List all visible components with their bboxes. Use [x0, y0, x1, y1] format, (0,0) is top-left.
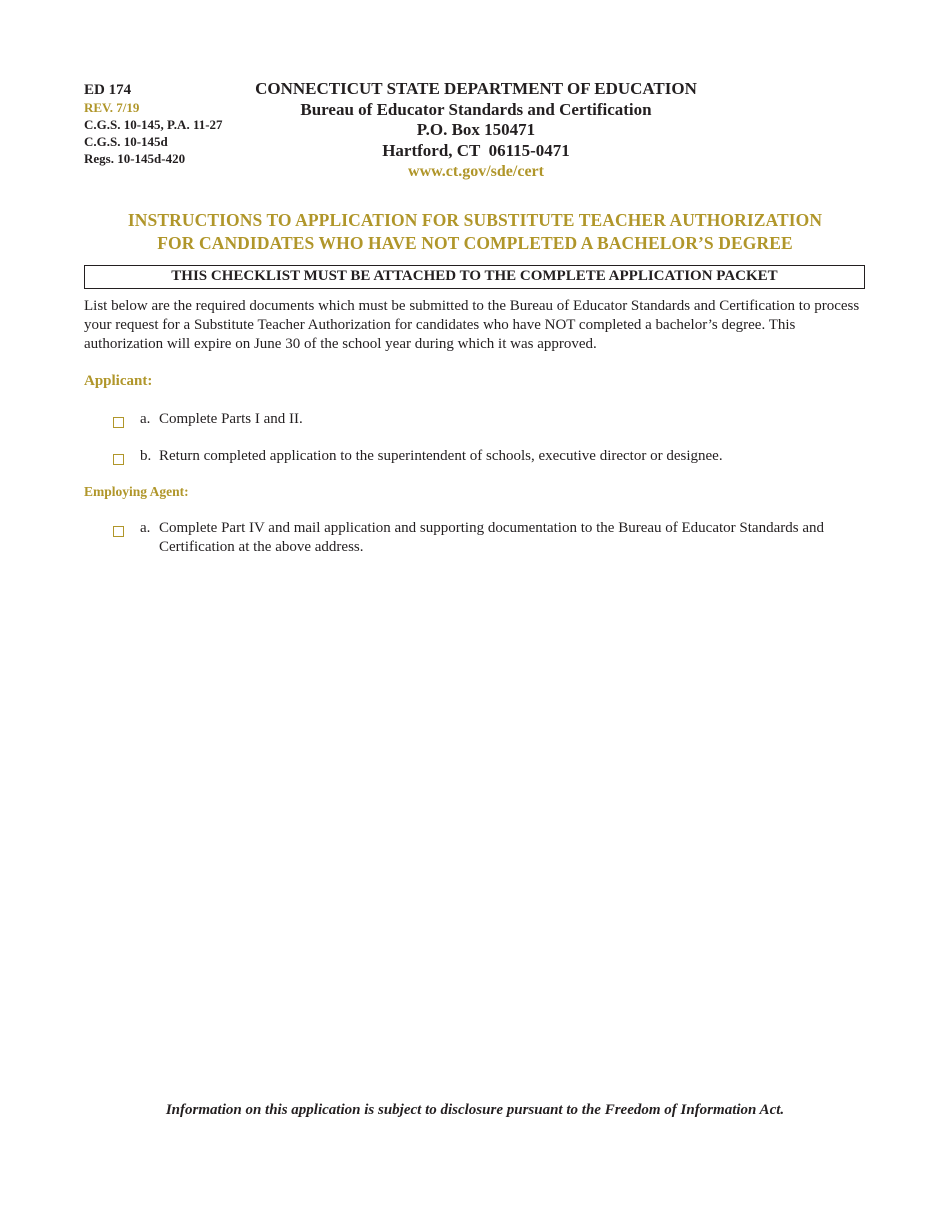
statute-citation: C.G.S. 10-145d: [84, 134, 168, 149]
form-revision: REV. 7/19: [84, 100, 140, 115]
item-marker: a.: [140, 411, 151, 427]
bureau-name: Bureau of Educator Standards and Certification: [300, 99, 652, 119]
item-text: Return completed application to the superintendent of schools, executive director or designee.: [159, 448, 723, 464]
title-line: FOR CANDIDATES WHO HAVE NOT COMPLETED A BACHELOR’S DEGREE: [157, 233, 793, 253]
agency-header: [200, 79, 752, 183]
applicant-heading: Applicant:: [84, 373, 153, 389]
item-marker: a.: [140, 520, 151, 536]
po-box: P.O. Box 150471: [416, 120, 536, 140]
checklist-banner: THIS CHECKLIST MUST BE ATTACHED TO THE COMPLETE APPLICATION PACKET: [84, 265, 865, 289]
intro-paragraph: List below are the required documents which must be submitted to the Bureau of Educator Standards and Certification to process your request for a Substitute Teacher Authorization for candidates who have NOT completed a bachelor’s degree. This authorization will expire on June 30 of the school year during which it was approved.: [84, 298, 860, 352]
foia-notice: Information on this application is subject to disclosure pursuant to the Freedom of Information Act.: [165, 1102, 785, 1118]
checkbox[interactable]: [113, 417, 124, 428]
item-text: Complete Part IV and mail application and supporting documentation to the Bureau of Educator Standards and Certification at the above address.: [159, 520, 824, 555]
checkbox[interactable]: [113, 526, 124, 537]
item-marker: b.: [140, 448, 152, 464]
title-line: INSTRUCTIONS TO APPLICATION FOR SUBSTITUTE TEACHER AUTHORIZATION: [127, 210, 823, 230]
city-line: Hartford, CT 06115-0471: [382, 141, 570, 161]
employing-agent-heading: Employing Agent:: [84, 484, 189, 499]
regulation-citation: Regs. 10-145d-420: [84, 151, 186, 166]
agency-name: CONNECTICUT STATE DEPARTMENT OF EDUCATION: [255, 79, 697, 98]
checkbox[interactable]: [113, 454, 124, 465]
page-title: [84, 209, 866, 255]
agency-website-link[interactable]: www.ct.gov/sde/cert: [408, 162, 544, 180]
statute-citation: C.G.S. 10-145, P.A. 11-27: [84, 117, 223, 132]
form-id: ED 174: [84, 82, 132, 98]
item-text: Complete Parts I and II.: [159, 411, 303, 427]
